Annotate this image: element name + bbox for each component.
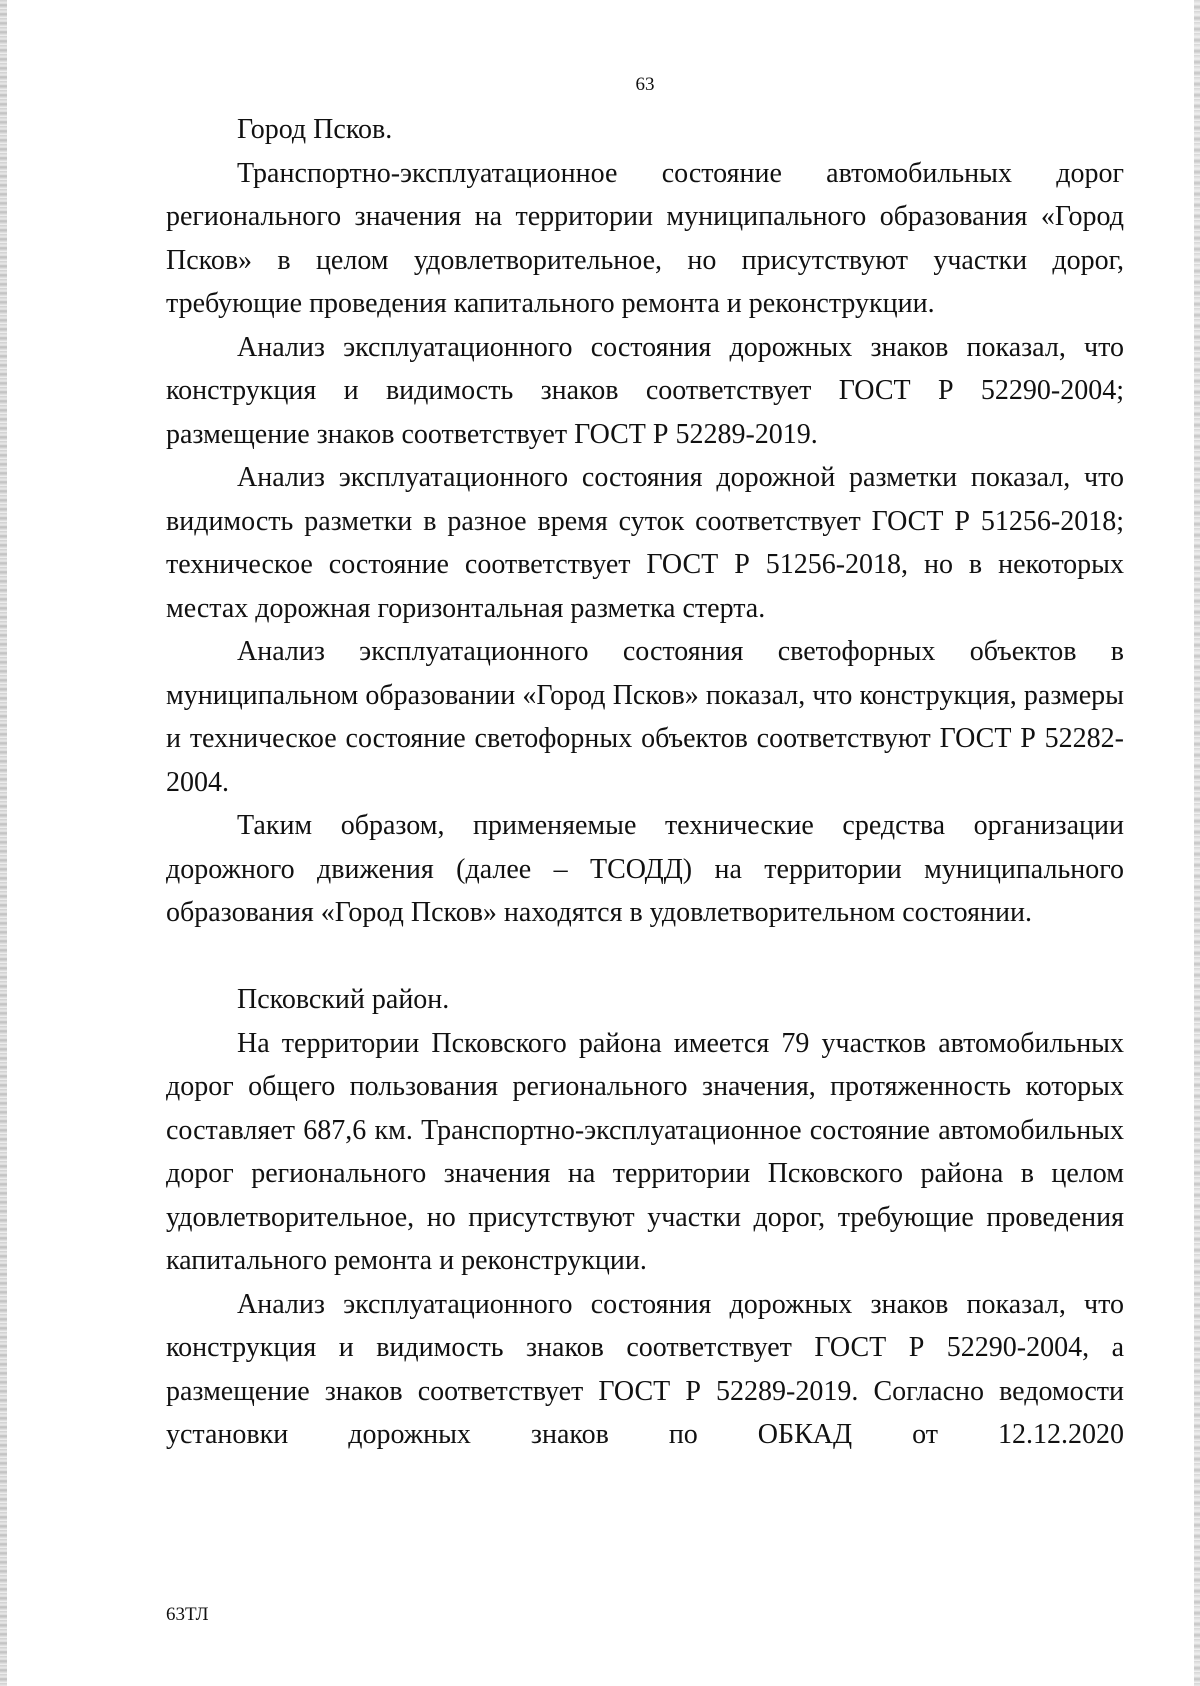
section-heading-pskov-district: Псковский район.: [237, 984, 450, 1015]
scan-edge-left: [0, 0, 7, 1686]
page-number: 63: [635, 74, 655, 95]
paragraph-traffic-lights: Анализ эксплуатационного состояния светофорных объектов в муниципальном образовании «Город Псков» показал, что конструкция, размеры и техническое состояние светофорных объектов соответствуют ГОСТ Р 52282-2004.: [166, 636, 1124, 798]
paragraph-district-roads: На территории Псковского района имеется 79 участков автомобильных дорог общего пользования регионального значения, протяженность которых составляет 687,6 км. Транспортно-эксплуатационное состояние автомобильных дорог регионального значения на территории Псковского района в целом удовлетворительное, но присутствуют участки дорог, требующие проведения капитального ремонта и реконструкции.: [166, 1027, 1124, 1276]
paragraph-tsodd-summary: Таким образом, применяемые технические средства организации дорожного движения (далее – ТСОДД) на территории муниципального образования «Город Псков» находятся в удовлетворительном состоянии.: [166, 810, 1124, 928]
scan-edge-right: [1194, 0, 1200, 1686]
paragraph-road-signs: Анализ эксплуатационного состояния дорожных знаков показал, что конструкция и видимость знаков соответствует ГОСТ Р 52290-2004; размещение знаков соответствует ГОСТ Р 52289-2019.: [166, 331, 1124, 450]
document-body: [166, 108, 1124, 1457]
paragraph-district-signs: Анализ эксплуатационного состояния дорожных знаков показал, что конструкция и видимость знаков соответствует ГОСТ Р 52290-2004, а размещение знаков соответствует ГОСТ Р 52289-2019. Согласно ведомости установки дорожных знаков по ОБКАД от 12.12.2020: [166, 1288, 1124, 1450]
section-heading-pskov-city: Город Псков.: [237, 114, 393, 145]
paragraph-road-condition: Транспортно-эксплуатационное состояние автомобильных дорог регионального значения на территории муниципального образования «Город Псков» в целом удовлетворительное, но присутствуют участки дорог, требующие проведения капитального ремонта и реконструкции.: [166, 157, 1124, 319]
paragraph-road-marking: Анализ эксплуатационного состояния дорожной разметки показал, что видимость разметки в разное время суток соответствует ГОСТ Р 51256-2018; техническое состояние соответствует ГОСТ Р 51256-2018, но в некоторых местах дорожная горизонтальная разметка стерта.: [166, 462, 1124, 624]
footer-code: 63ТЛ: [166, 1604, 209, 1625]
section-spacer: [166, 935, 1124, 979]
